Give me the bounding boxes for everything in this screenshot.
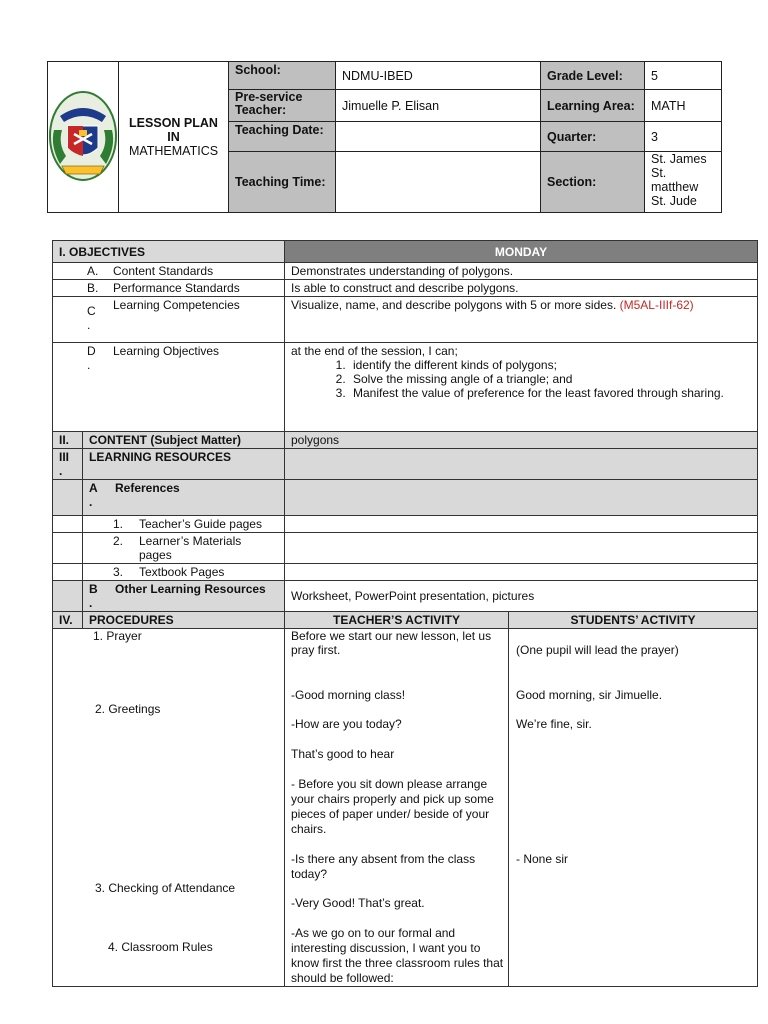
resources-label: LEARNING RESOURCES bbox=[83, 449, 285, 480]
school-value: NDMU-IBED bbox=[336, 62, 541, 90]
performance-standards-label: B. Performance Standards bbox=[53, 280, 285, 297]
step-attendance: 3. Checking of Attendance bbox=[95, 881, 236, 895]
teacher-line: -Is there any absent from the class today? bbox=[291, 852, 476, 881]
step-prayer: 1. Prayer bbox=[93, 629, 142, 643]
step-classroom-rules: 4. Classroom Rules bbox=[108, 940, 213, 954]
students-activity bbox=[509, 629, 758, 987]
student-line: We’re fine, sir. bbox=[516, 717, 592, 731]
teacher-activity bbox=[285, 629, 509, 987]
list-item: 1. identify the different kinds of polygons; bbox=[349, 358, 751, 372]
ref-item-textbook: 3. Textbook Pages bbox=[83, 564, 285, 581]
content-standards-label: A. Content Standards bbox=[53, 263, 285, 280]
teacher-line: Before we start our new lesson, let us pray first. bbox=[291, 629, 492, 657]
ref-value bbox=[285, 516, 758, 533]
learning-objectives-label: D .Learning Objectives bbox=[53, 343, 285, 432]
step-greetings: 2. Greetings bbox=[95, 702, 161, 716]
procedure-steps bbox=[53, 629, 285, 987]
students-activity-head: STUDENTS’ ACTIVITY bbox=[509, 612, 758, 629]
title-line-2: IN bbox=[167, 130, 180, 144]
teacher-line: -As we go on to our formal and interesting discussion, I want you to know first the three classroom rules that should be followed: bbox=[291, 926, 504, 985]
other-resources-value: Worksheet, PowerPoint presentation, pictures bbox=[285, 581, 758, 612]
references-label: A .References bbox=[83, 480, 285, 516]
school-seal-logo bbox=[48, 86, 118, 186]
section-item: matthew bbox=[651, 180, 699, 194]
student-line: (One pupil will lead the prayer) bbox=[516, 643, 679, 657]
ref-value bbox=[285, 564, 758, 581]
teacher-line: -Very Good! That’s great. bbox=[291, 896, 425, 910]
ref-spacer bbox=[53, 516, 83, 533]
grade-label: Grade Level: bbox=[541, 62, 645, 90]
lesson-plan-table bbox=[52, 240, 758, 987]
title-line-3: MATHEMATICS bbox=[128, 144, 219, 158]
lesson-plan-title bbox=[119, 62, 229, 213]
section-item: St. bbox=[651, 166, 667, 180]
resources-value bbox=[285, 449, 758, 480]
quarter-label: Quarter: bbox=[541, 122, 645, 152]
section-item: St. James bbox=[651, 152, 707, 166]
objectives-list bbox=[291, 358, 751, 400]
teacher-line: -Good morning class! bbox=[291, 688, 406, 702]
header-table bbox=[47, 61, 722, 213]
ref-value bbox=[285, 533, 758, 564]
content-num: II. bbox=[53, 432, 83, 449]
school-label: School: bbox=[229, 62, 336, 90]
performance-standards-value: Is able to construct and describe polygons. bbox=[285, 280, 758, 297]
teacher-value: Jimuelle P. Elisan bbox=[336, 90, 541, 122]
school-logo-cell bbox=[48, 62, 119, 213]
section-item: St. Jude bbox=[651, 194, 697, 208]
procedures-label: PROCEDURES bbox=[83, 612, 285, 629]
learning-competencies-label: C .Learning Competencies bbox=[53, 297, 285, 343]
resources-num: III . bbox=[53, 449, 83, 480]
learning-competencies-value: Visualize, name, and describe polygons with 5 or more sides. (M5AL-IIIf-62) bbox=[285, 297, 758, 343]
ref-item-teachers-guide: 1. Teacher’s Guide pages bbox=[83, 516, 285, 533]
other-resources-label: B .Other Learning Resources bbox=[83, 581, 285, 612]
objectives-heading: I. OBJECTIVES bbox=[53, 241, 285, 263]
section-value bbox=[645, 152, 722, 213]
procedures-num: IV. bbox=[53, 612, 83, 629]
other-spacer bbox=[53, 581, 83, 612]
day-heading: MONDAY bbox=[285, 241, 758, 263]
title-line-1: LESSON PLAN bbox=[129, 116, 218, 130]
section-label: Section: bbox=[541, 152, 645, 213]
references-spacer bbox=[53, 480, 83, 516]
teacher-activity-head: TEACHER’S ACTIVITY bbox=[285, 612, 509, 629]
time-value bbox=[336, 152, 541, 213]
teacher-line: -How are you today? bbox=[291, 717, 402, 731]
ref-spacer bbox=[53, 564, 83, 581]
student-line: Good morning, sir Jimuelle. bbox=[516, 688, 663, 702]
teacher-line: That’s good to hear bbox=[291, 747, 395, 761]
content-label: CONTENT (Subject Matter) bbox=[83, 432, 285, 449]
content-value: polygons bbox=[285, 432, 758, 449]
grade-value: 5 bbox=[645, 62, 722, 90]
time-label: Teaching Time: bbox=[229, 152, 336, 213]
learning-objectives-value: at the end of the session, I can; 1. identify the different kinds of polygons; 2. Solve the missing angle of a triangle; and 3. Manifest the value of preference for the least favored through sharing. bbox=[285, 343, 758, 432]
teacher-label: Pre-service Teacher: bbox=[229, 90, 336, 122]
list-item: 2. Solve the missing angle of a triangle; and bbox=[349, 372, 751, 386]
area-label: Learning Area: bbox=[541, 90, 645, 122]
ref-spacer bbox=[53, 533, 83, 564]
quarter-value: 3 bbox=[645, 122, 722, 152]
student-line: - None sir bbox=[516, 852, 569, 866]
date-value bbox=[336, 122, 541, 152]
list-item: 3. Manifest the value of preference for the least favored through sharing. bbox=[349, 386, 751, 400]
teacher-line: - Before you sit down please arrange your chairs properly and pick up some pieces of paper under/ beside of your chairs. bbox=[291, 777, 494, 836]
references-value bbox=[285, 480, 758, 516]
competency-code: (M5AL-IIIf-62) bbox=[619, 298, 694, 312]
content-standards-value: Demonstrates understanding of polygons. bbox=[285, 263, 758, 280]
date-label: Teaching Date: bbox=[229, 122, 336, 152]
area-value: MATH bbox=[645, 90, 722, 122]
ref-item-learners-materials: 2. Learner’s Materials pages bbox=[83, 533, 285, 564]
